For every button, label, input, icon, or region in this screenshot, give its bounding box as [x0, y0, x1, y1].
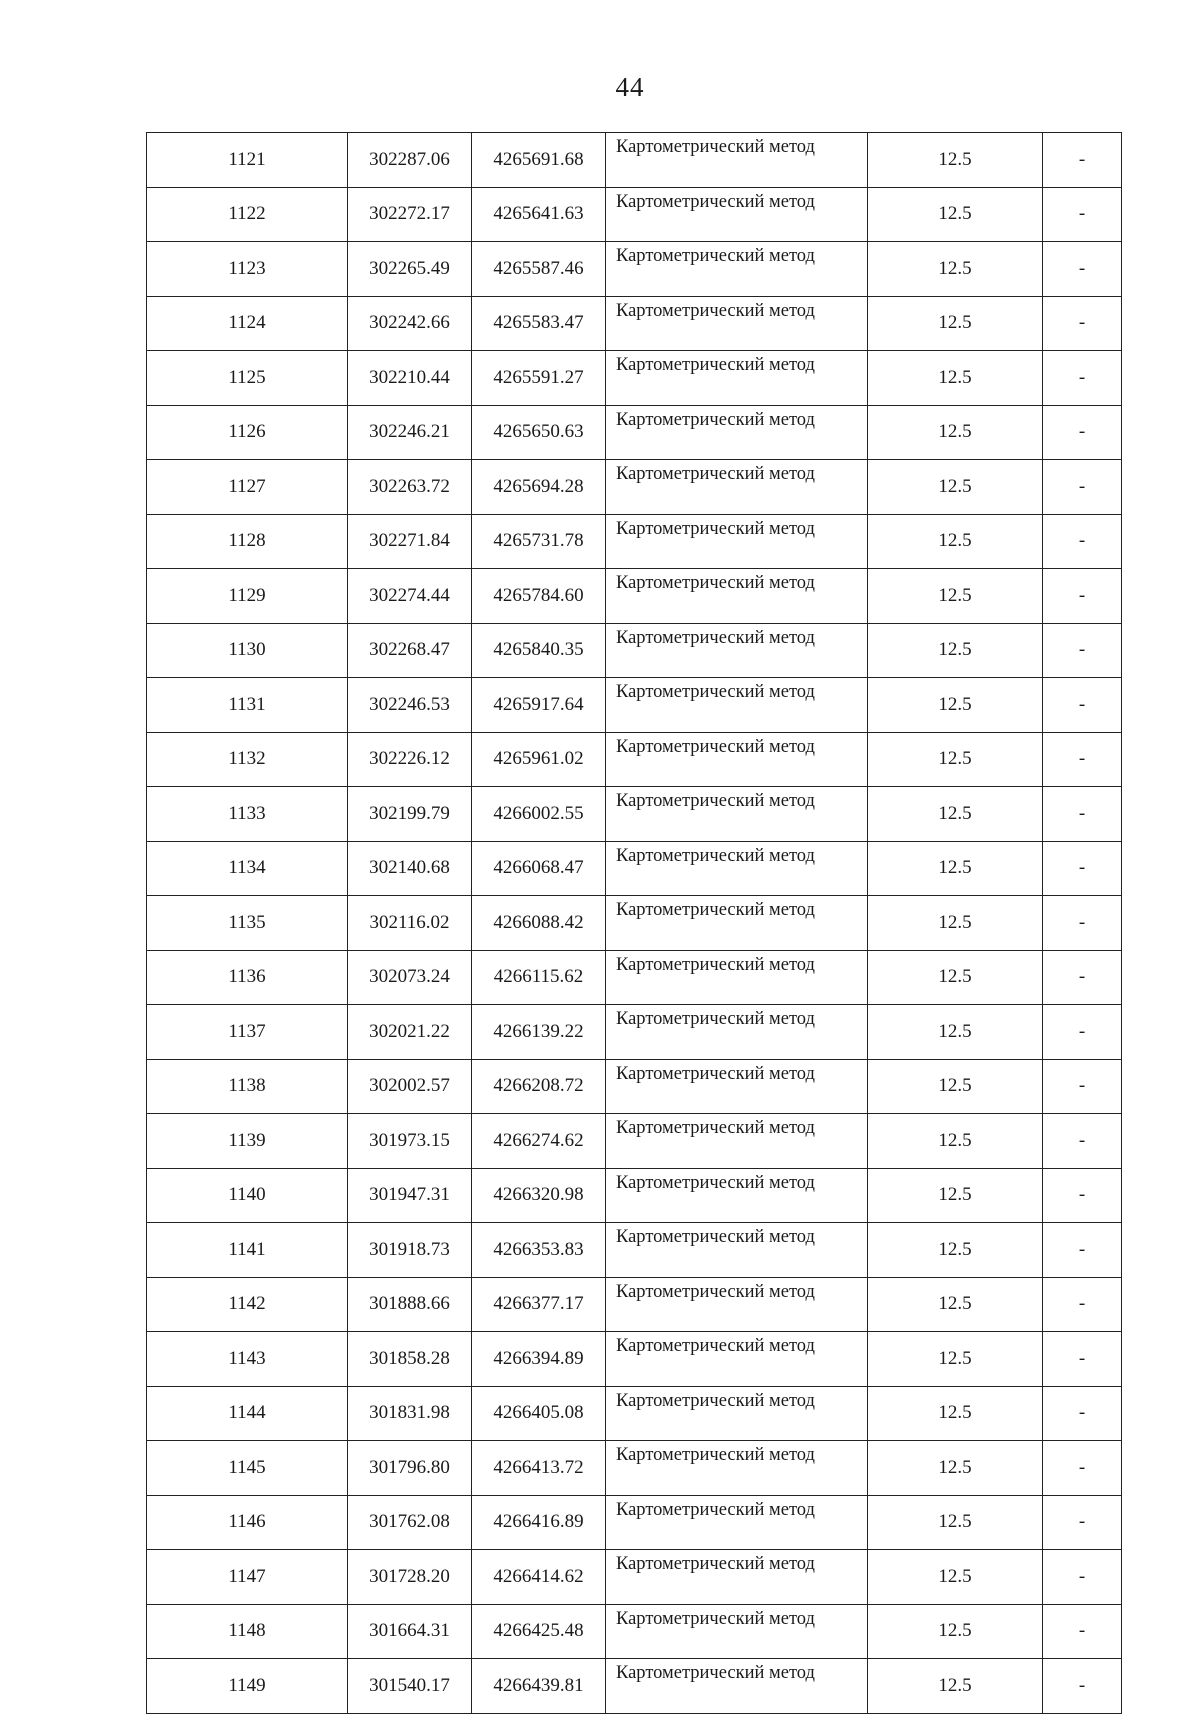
method-cell: Картометрический метод [606, 1059, 868, 1114]
note-cell: - [1043, 787, 1122, 842]
y-coordinate-cell: 4266413.72 [472, 1441, 606, 1496]
point-number-cell: 1134 [147, 841, 348, 896]
table-row [147, 1168, 1122, 1223]
note-cell: - [1043, 1168, 1122, 1223]
method-cell: Картометрический метод [606, 950, 868, 1005]
coordinates-table [146, 132, 1122, 1714]
point-number-cell: 1127 [147, 460, 348, 515]
x-coordinate-cell: 302287.06 [348, 133, 472, 188]
x-coordinate-cell: 302199.79 [348, 787, 472, 842]
method-cell: Картометрический метод [606, 1386, 868, 1441]
x-coordinate-cell: 302268.47 [348, 623, 472, 678]
note-cell: - [1043, 569, 1122, 624]
table-row [147, 1441, 1122, 1496]
note-cell: - [1043, 1223, 1122, 1278]
method-cell: Картометрический метод [606, 623, 868, 678]
accuracy-cell: 12.5 [868, 1659, 1043, 1714]
method-cell: Картометрический метод [606, 242, 868, 297]
y-coordinate-cell: 4265641.63 [472, 187, 606, 242]
table-row [147, 1005, 1122, 1060]
y-coordinate-cell: 4266377.17 [472, 1277, 606, 1332]
x-coordinate-cell: 302272.17 [348, 187, 472, 242]
coordinates-table-body [147, 133, 1122, 1714]
table-row [147, 1495, 1122, 1550]
x-coordinate-cell: 302116.02 [348, 896, 472, 951]
point-number-cell: 1122 [147, 187, 348, 242]
method-cell: Картометрический метод [606, 678, 868, 733]
y-coordinate-cell: 4266002.55 [472, 787, 606, 842]
method-cell: Картометрический метод [606, 514, 868, 569]
method-cell: Картометрический метод [606, 1332, 868, 1387]
x-coordinate-cell: 301540.17 [348, 1659, 472, 1714]
method-cell: Картометрический метод [606, 841, 868, 896]
method-cell: Картометрический метод [606, 1441, 868, 1496]
point-number-cell: 1129 [147, 569, 348, 624]
note-cell: - [1043, 296, 1122, 351]
y-coordinate-cell: 4266115.62 [472, 950, 606, 1005]
method-cell: Картометрический метод [606, 405, 868, 460]
x-coordinate-cell: 301947.31 [348, 1168, 472, 1223]
table-row [147, 242, 1122, 297]
accuracy-cell: 12.5 [868, 1495, 1043, 1550]
point-number-cell: 1141 [147, 1223, 348, 1278]
point-number-cell: 1132 [147, 732, 348, 787]
y-coordinate-cell: 4265840.35 [472, 623, 606, 678]
note-cell: - [1043, 460, 1122, 515]
accuracy-cell: 12.5 [868, 623, 1043, 678]
point-number-cell: 1140 [147, 1168, 348, 1223]
table-row [147, 841, 1122, 896]
table-row [147, 1114, 1122, 1169]
x-coordinate-cell: 302073.24 [348, 950, 472, 1005]
point-number-cell: 1145 [147, 1441, 348, 1496]
y-coordinate-cell: 4266405.08 [472, 1386, 606, 1441]
accuracy-cell: 12.5 [868, 1332, 1043, 1387]
accuracy-cell: 12.5 [868, 678, 1043, 733]
note-cell: - [1043, 1332, 1122, 1387]
table-row [147, 1550, 1122, 1605]
table-row [147, 569, 1122, 624]
note-cell: - [1043, 351, 1122, 406]
point-number-cell: 1143 [147, 1332, 348, 1387]
table-row [147, 623, 1122, 678]
table-row [147, 1059, 1122, 1114]
table-row [147, 514, 1122, 569]
x-coordinate-cell: 302140.68 [348, 841, 472, 896]
table-row [147, 1277, 1122, 1332]
page-number: 44 [615, 72, 645, 102]
y-coordinate-cell: 4265917.64 [472, 678, 606, 733]
x-coordinate-cell: 302242.66 [348, 296, 472, 351]
table-row [147, 787, 1122, 842]
x-coordinate-cell: 301918.73 [348, 1223, 472, 1278]
note-cell: - [1043, 133, 1122, 188]
x-coordinate-cell: 302246.53 [348, 678, 472, 733]
method-cell: Картометрический метод [606, 187, 868, 242]
accuracy-cell: 12.5 [868, 841, 1043, 896]
point-number-cell: 1126 [147, 405, 348, 460]
accuracy-cell: 12.5 [868, 1223, 1043, 1278]
accuracy-cell: 12.5 [868, 460, 1043, 515]
table-row [147, 732, 1122, 787]
method-cell: Картометрический метод [606, 1168, 868, 1223]
table-row [147, 950, 1122, 1005]
accuracy-cell: 12.5 [868, 569, 1043, 624]
y-coordinate-cell: 4266088.42 [472, 896, 606, 951]
table-row [147, 351, 1122, 406]
table-row [147, 460, 1122, 515]
note-cell: - [1043, 1277, 1122, 1332]
y-coordinate-cell: 4266425.48 [472, 1604, 606, 1659]
x-coordinate-cell: 301858.28 [348, 1332, 472, 1387]
note-cell: - [1043, 1441, 1122, 1496]
note-cell: - [1043, 732, 1122, 787]
note-cell: - [1043, 1114, 1122, 1169]
method-cell: Картометрический метод [606, 569, 868, 624]
x-coordinate-cell: 302210.44 [348, 351, 472, 406]
y-coordinate-cell: 4265694.28 [472, 460, 606, 515]
accuracy-cell: 12.5 [868, 1441, 1043, 1496]
table-row [147, 187, 1122, 242]
point-number-cell: 1135 [147, 896, 348, 951]
accuracy-cell: 12.5 [868, 1005, 1043, 1060]
x-coordinate-cell: 302263.72 [348, 460, 472, 515]
y-coordinate-cell: 4266416.89 [472, 1495, 606, 1550]
note-cell: - [1043, 405, 1122, 460]
point-number-cell: 1123 [147, 242, 348, 297]
accuracy-cell: 12.5 [868, 1114, 1043, 1169]
table-row [147, 1332, 1122, 1387]
point-number-cell: 1136 [147, 950, 348, 1005]
method-cell: Картометрический метод [606, 1005, 868, 1060]
note-cell: - [1043, 1604, 1122, 1659]
method-cell: Картометрический метод [606, 1495, 868, 1550]
accuracy-cell: 12.5 [868, 1604, 1043, 1659]
point-number-cell: 1138 [147, 1059, 348, 1114]
method-cell: Картометрический метод [606, 787, 868, 842]
y-coordinate-cell: 4265650.63 [472, 405, 606, 460]
table-row [147, 296, 1122, 351]
x-coordinate-cell: 302265.49 [348, 242, 472, 297]
y-coordinate-cell: 4266394.89 [472, 1332, 606, 1387]
table-row [147, 1223, 1122, 1278]
y-coordinate-cell: 4265961.02 [472, 732, 606, 787]
note-cell: - [1043, 1495, 1122, 1550]
accuracy-cell: 12.5 [868, 1168, 1043, 1223]
accuracy-cell: 12.5 [868, 1277, 1043, 1332]
point-number-cell: 1147 [147, 1550, 348, 1605]
x-coordinate-cell: 301728.20 [348, 1550, 472, 1605]
table-row [147, 1386, 1122, 1441]
accuracy-cell: 12.5 [868, 1550, 1043, 1605]
accuracy-cell: 12.5 [868, 1059, 1043, 1114]
point-number-cell: 1137 [147, 1005, 348, 1060]
point-number-cell: 1128 [147, 514, 348, 569]
note-cell: - [1043, 1386, 1122, 1441]
point-number-cell: 1133 [147, 787, 348, 842]
x-coordinate-cell: 302226.12 [348, 732, 472, 787]
y-coordinate-cell: 4266139.22 [472, 1005, 606, 1060]
point-number-cell: 1121 [147, 133, 348, 188]
method-cell: Картометрический метод [606, 133, 868, 188]
note-cell: - [1043, 1005, 1122, 1060]
y-coordinate-cell: 4265691.68 [472, 133, 606, 188]
y-coordinate-cell: 4265583.47 [472, 296, 606, 351]
x-coordinate-cell: 302274.44 [348, 569, 472, 624]
accuracy-cell: 12.5 [868, 787, 1043, 842]
table-row [147, 1604, 1122, 1659]
x-coordinate-cell: 302002.57 [348, 1059, 472, 1114]
accuracy-cell: 12.5 [868, 896, 1043, 951]
accuracy-cell: 12.5 [868, 405, 1043, 460]
table-row [147, 133, 1122, 188]
note-cell: - [1043, 1659, 1122, 1714]
y-coordinate-cell: 4266208.72 [472, 1059, 606, 1114]
y-coordinate-cell: 4266068.47 [472, 841, 606, 896]
method-cell: Картометрический метод [606, 1659, 868, 1714]
method-cell: Картометрический метод [606, 1114, 868, 1169]
note-cell: - [1043, 896, 1122, 951]
point-number-cell: 1125 [147, 351, 348, 406]
x-coordinate-cell: 301831.98 [348, 1386, 472, 1441]
method-cell: Картометрический метод [606, 460, 868, 515]
y-coordinate-cell: 4265784.60 [472, 569, 606, 624]
x-coordinate-cell: 301888.66 [348, 1277, 472, 1332]
note-cell: - [1043, 187, 1122, 242]
x-coordinate-cell: 301796.80 [348, 1441, 472, 1496]
accuracy-cell: 12.5 [868, 296, 1043, 351]
point-number-cell: 1142 [147, 1277, 348, 1332]
note-cell: - [1043, 514, 1122, 569]
accuracy-cell: 12.5 [868, 242, 1043, 297]
point-number-cell: 1130 [147, 623, 348, 678]
method-cell: Картометрический метод [606, 351, 868, 406]
y-coordinate-cell: 4265587.46 [472, 242, 606, 297]
x-coordinate-cell: 302271.84 [348, 514, 472, 569]
note-cell: - [1043, 623, 1122, 678]
method-cell: Картометрический метод [606, 1277, 868, 1332]
y-coordinate-cell: 4266320.98 [472, 1168, 606, 1223]
note-cell: - [1043, 242, 1122, 297]
y-coordinate-cell: 4266274.62 [472, 1114, 606, 1169]
x-coordinate-cell: 301762.08 [348, 1495, 472, 1550]
y-coordinate-cell: 4265591.27 [472, 351, 606, 406]
method-cell: Картометрический метод [606, 1223, 868, 1278]
accuracy-cell: 12.5 [868, 950, 1043, 1005]
note-cell: - [1043, 841, 1122, 896]
note-cell: - [1043, 1550, 1122, 1605]
y-coordinate-cell: 4266414.62 [472, 1550, 606, 1605]
x-coordinate-cell: 301664.31 [348, 1604, 472, 1659]
x-coordinate-cell: 301973.15 [348, 1114, 472, 1169]
accuracy-cell: 12.5 [868, 133, 1043, 188]
point-number-cell: 1139 [147, 1114, 348, 1169]
point-number-cell: 1146 [147, 1495, 348, 1550]
y-coordinate-cell: 4266353.83 [472, 1223, 606, 1278]
method-cell: Картометрический метод [606, 732, 868, 787]
x-coordinate-cell: 302021.22 [348, 1005, 472, 1060]
note-cell: - [1043, 1059, 1122, 1114]
method-cell: Картометрический метод [606, 1604, 868, 1659]
point-number-cell: 1144 [147, 1386, 348, 1441]
y-coordinate-cell: 4265731.78 [472, 514, 606, 569]
x-coordinate-cell: 302246.21 [348, 405, 472, 460]
method-cell: Картометрический метод [606, 896, 868, 951]
accuracy-cell: 12.5 [868, 351, 1043, 406]
method-cell: Картометрический метод [606, 1550, 868, 1605]
point-number-cell: 1148 [147, 1604, 348, 1659]
note-cell: - [1043, 678, 1122, 733]
point-number-cell: 1124 [147, 296, 348, 351]
point-number-cell: 1131 [147, 678, 348, 733]
table-row [147, 405, 1122, 460]
table-row [147, 1659, 1122, 1714]
y-coordinate-cell: 4266439.81 [472, 1659, 606, 1714]
table-row [147, 896, 1122, 951]
accuracy-cell: 12.5 [868, 514, 1043, 569]
note-cell: - [1043, 950, 1122, 1005]
accuracy-cell: 12.5 [868, 732, 1043, 787]
method-cell: Картометрический метод [606, 296, 868, 351]
table-row [147, 678, 1122, 733]
accuracy-cell: 12.5 [868, 187, 1043, 242]
accuracy-cell: 12.5 [868, 1386, 1043, 1441]
point-number-cell: 1149 [147, 1659, 348, 1714]
